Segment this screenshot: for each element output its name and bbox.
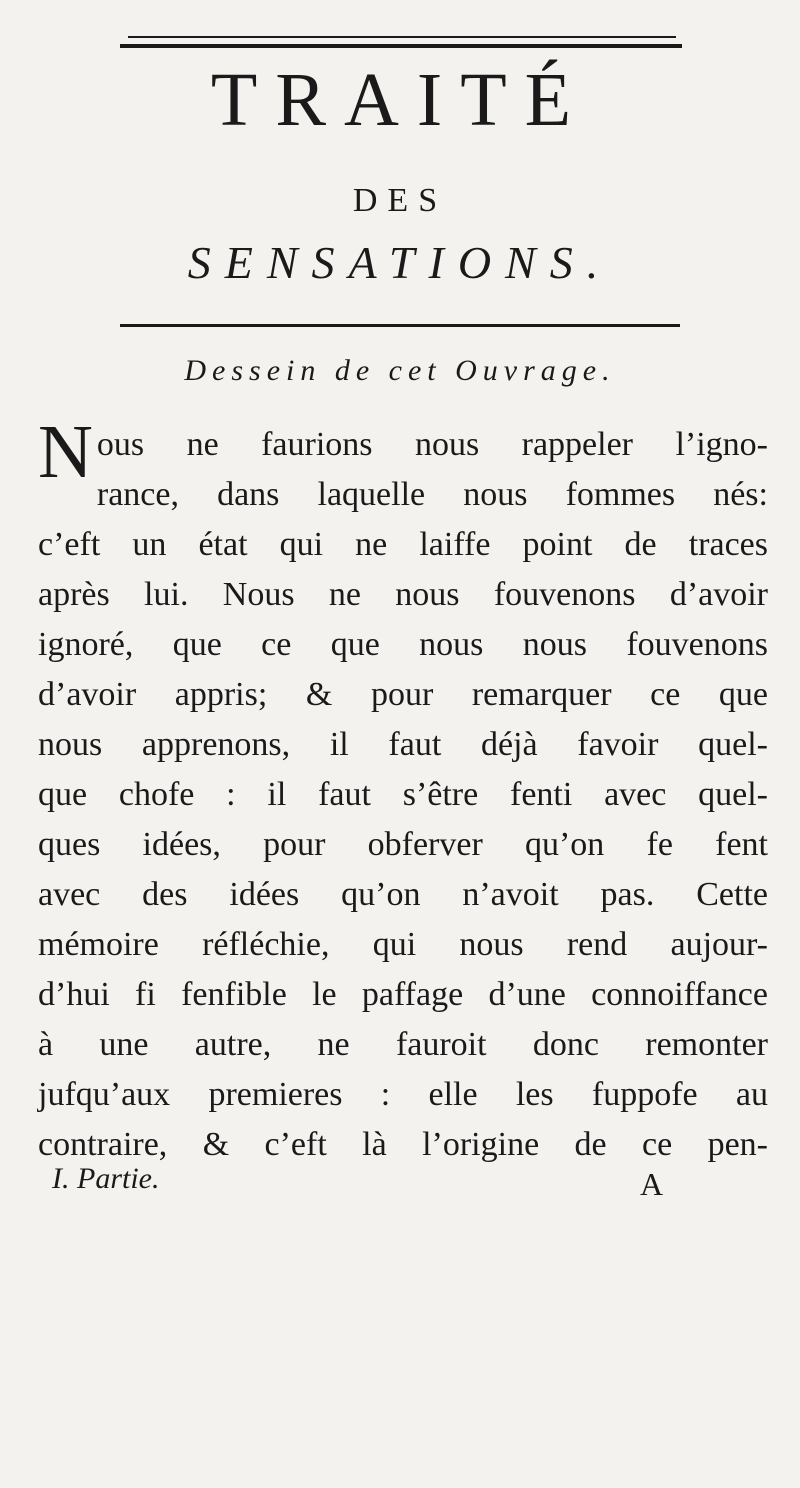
title-des: DES (352, 182, 448, 219)
text-line-9: ques idées, pour obferver qu’on fe fent (38, 826, 768, 863)
section-heading: Dessein de cet Ouvrage. (184, 354, 616, 387)
text-line-3: c’eft un état qui ne laiffe point de traces (38, 526, 768, 563)
text-line-11: mémoire réfléchie, qui nous rend aujour- (38, 926, 768, 963)
drop-cap: N (38, 410, 93, 494)
top-rule-thick (120, 44, 682, 48)
text-line-2: rance, dans laquelle nous fommes nés: (96, 476, 768, 513)
text-line-7: nous apprenons, il faut déjà favoir quel- (38, 726, 768, 763)
title-main: TRAITÉ (210, 58, 590, 142)
text-line-10: avec des idées qu’on n’avoit pas. Cette (38, 876, 768, 913)
title-sensations: SENSATIONS. (187, 237, 613, 288)
signature-mark: A (640, 1166, 664, 1202)
text-line-15: contraire, & c’eft là l’origine de ce pen- (38, 1126, 768, 1163)
text-line-12: d’hui fi fenfible le paffage d’une connoiffance (38, 976, 768, 1013)
body-text (38, 410, 768, 1170)
part-label: I. Partie. (52, 1162, 160, 1195)
text-line-8: que chofe : il faut s’être fenti avec quel- (38, 776, 768, 813)
text-line-14: jufqu’aux premieres : elle les fuppofe au (38, 1076, 768, 1113)
text-line-5: ignoré, que ce que nous nous fouvenons (38, 626, 768, 663)
section-rule (120, 324, 680, 327)
text-line-4: après lui. Nous ne nous fouvenons d’avoir (38, 576, 768, 613)
text-line-6: d’avoir appris; & pour remarquer ce que (38, 676, 768, 713)
top-rule-thin (128, 36, 676, 38)
text-line-1: ous ne faurions nous rappeler l’igno- (96, 426, 768, 463)
text-line-13: à une autre, ne fauroit donc remonter (38, 1026, 768, 1063)
